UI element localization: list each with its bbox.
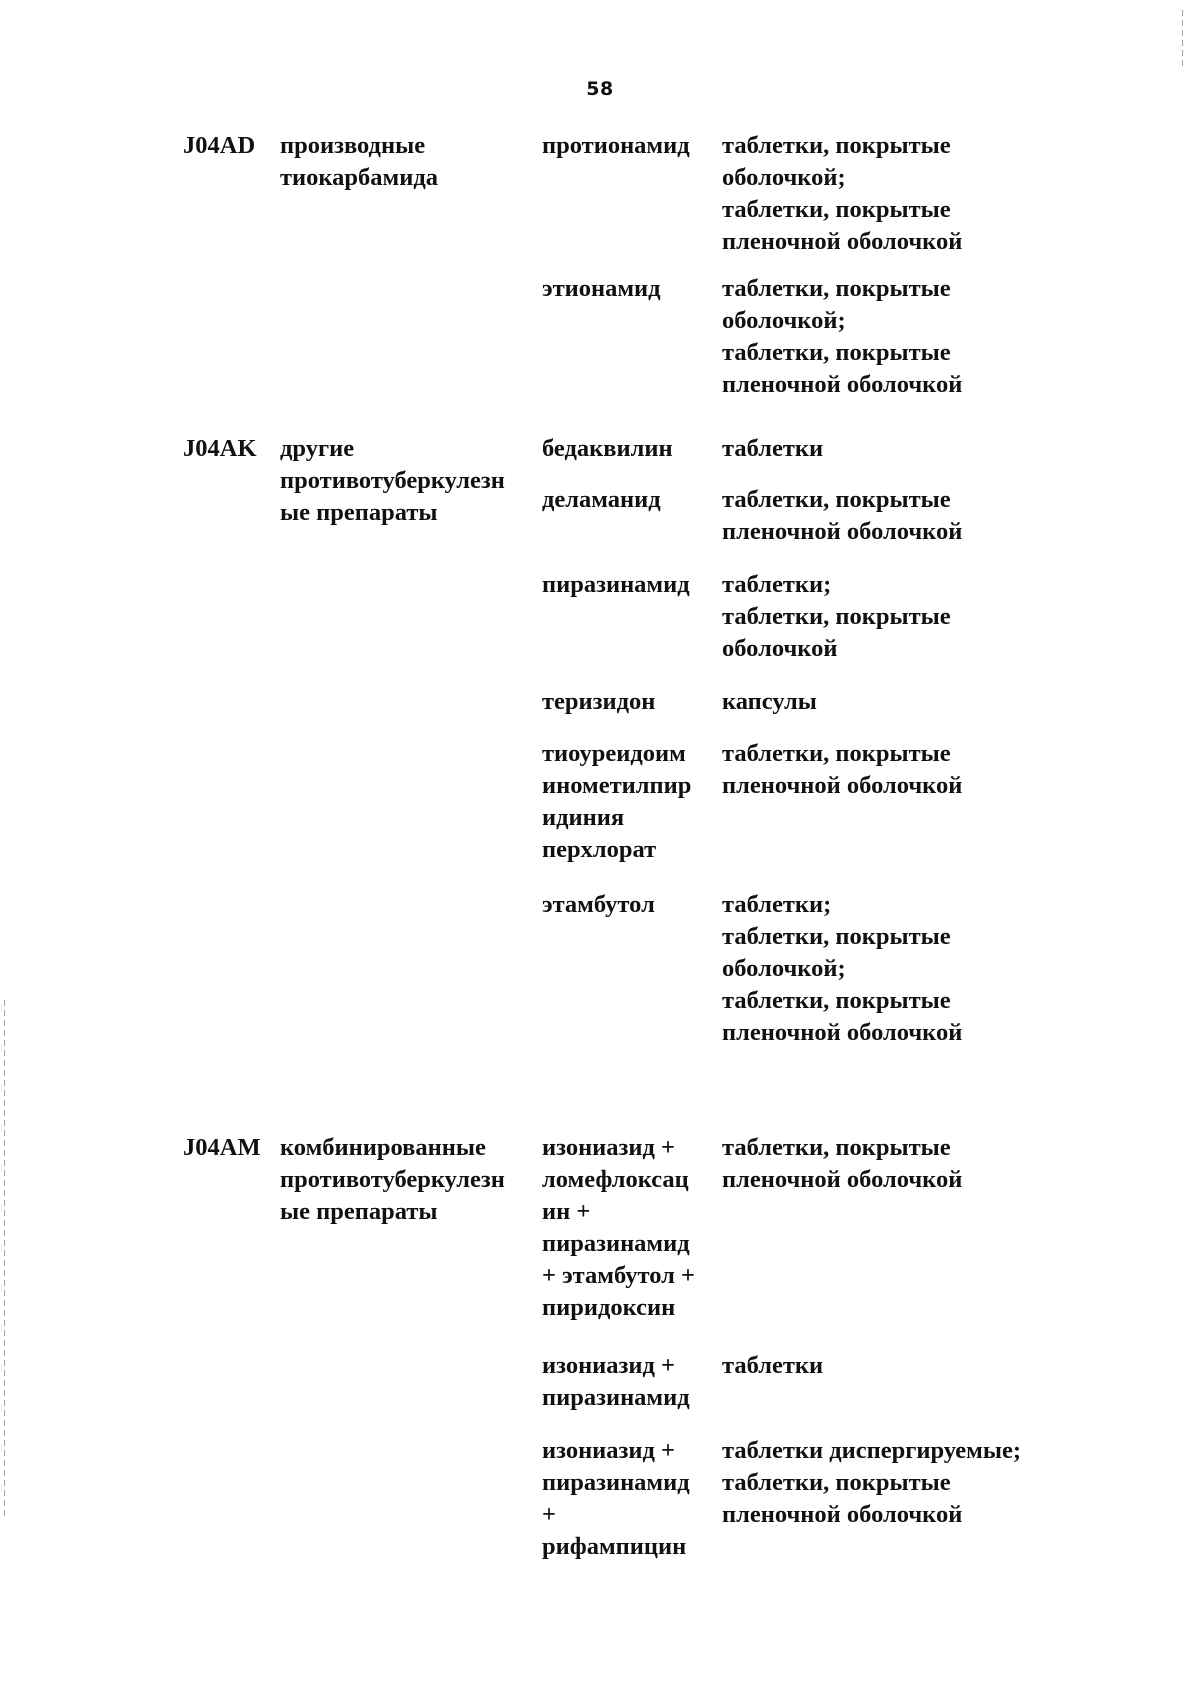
scan-edge-mark: [1182, 10, 1183, 70]
dosage-form: таблетки, покрытые пленочной оболочкой: [722, 1134, 963, 1193]
drug-name: протионамид: [542, 132, 690, 159]
drug-name: изониазид + пиразинамид + рифампицин: [542, 1437, 690, 1560]
scan-edge-mark: [4, 1000, 5, 1520]
drug-name: теризидон: [542, 688, 656, 715]
dosage-form: таблетки, покрытые пленочной оболочкой: [722, 740, 963, 799]
dosage-form: таблетки, покрытые пленочной оболочкой: [722, 486, 963, 545]
drug-name: этамбутол: [542, 891, 655, 918]
dosage-form: таблетки диспергируемые; таблетки, покрытые пленочной оболочкой: [722, 1437, 1022, 1528]
atc-group-name: производные тиокарбамида: [280, 132, 438, 191]
drug-name: изониазид + пиразинамид: [542, 1352, 690, 1411]
drug-name: деламанид: [542, 486, 661, 513]
drug-name: пиразинамид: [542, 571, 690, 598]
drug-name: тиоуреидоим инометилпир идиния перхлорат: [542, 740, 692, 863]
dosage-form: таблетки; таблетки, покрытые оболочкой; таблетки, покрытые пленочной оболочкой: [722, 891, 963, 1046]
dosage-form: таблетки: [722, 1352, 824, 1379]
dosage-form: таблетки: [722, 435, 824, 462]
drug-name: бедаквилин: [542, 435, 673, 462]
dosage-form: таблетки; таблетки, покрытые оболочкой: [722, 571, 951, 662]
atc-group-name: комбинированные противотуберкулезн ые препараты: [280, 1134, 505, 1225]
atc-code: J04AK: [183, 435, 257, 462]
dosage-form: капсулы: [722, 688, 817, 715]
page-number: 58: [586, 78, 614, 100]
dosage-form: таблетки, покрытые оболочкой; таблетки, покрытые пленочной оболочкой: [722, 132, 963, 255]
drug-name: изониазид + ломефлоксац ин + пиразинамид + этамбутол + пиридоксин: [542, 1134, 695, 1321]
atc-group-name: другие противотуберкулезн ые препараты: [280, 435, 505, 526]
atc-code: J04AD: [183, 132, 256, 159]
drug-name: этионамид: [542, 275, 661, 302]
dosage-form: таблетки, покрытые оболочкой; таблетки, покрытые пленочной оболочкой: [722, 275, 963, 398]
atc-code: J04AM: [183, 1134, 261, 1161]
